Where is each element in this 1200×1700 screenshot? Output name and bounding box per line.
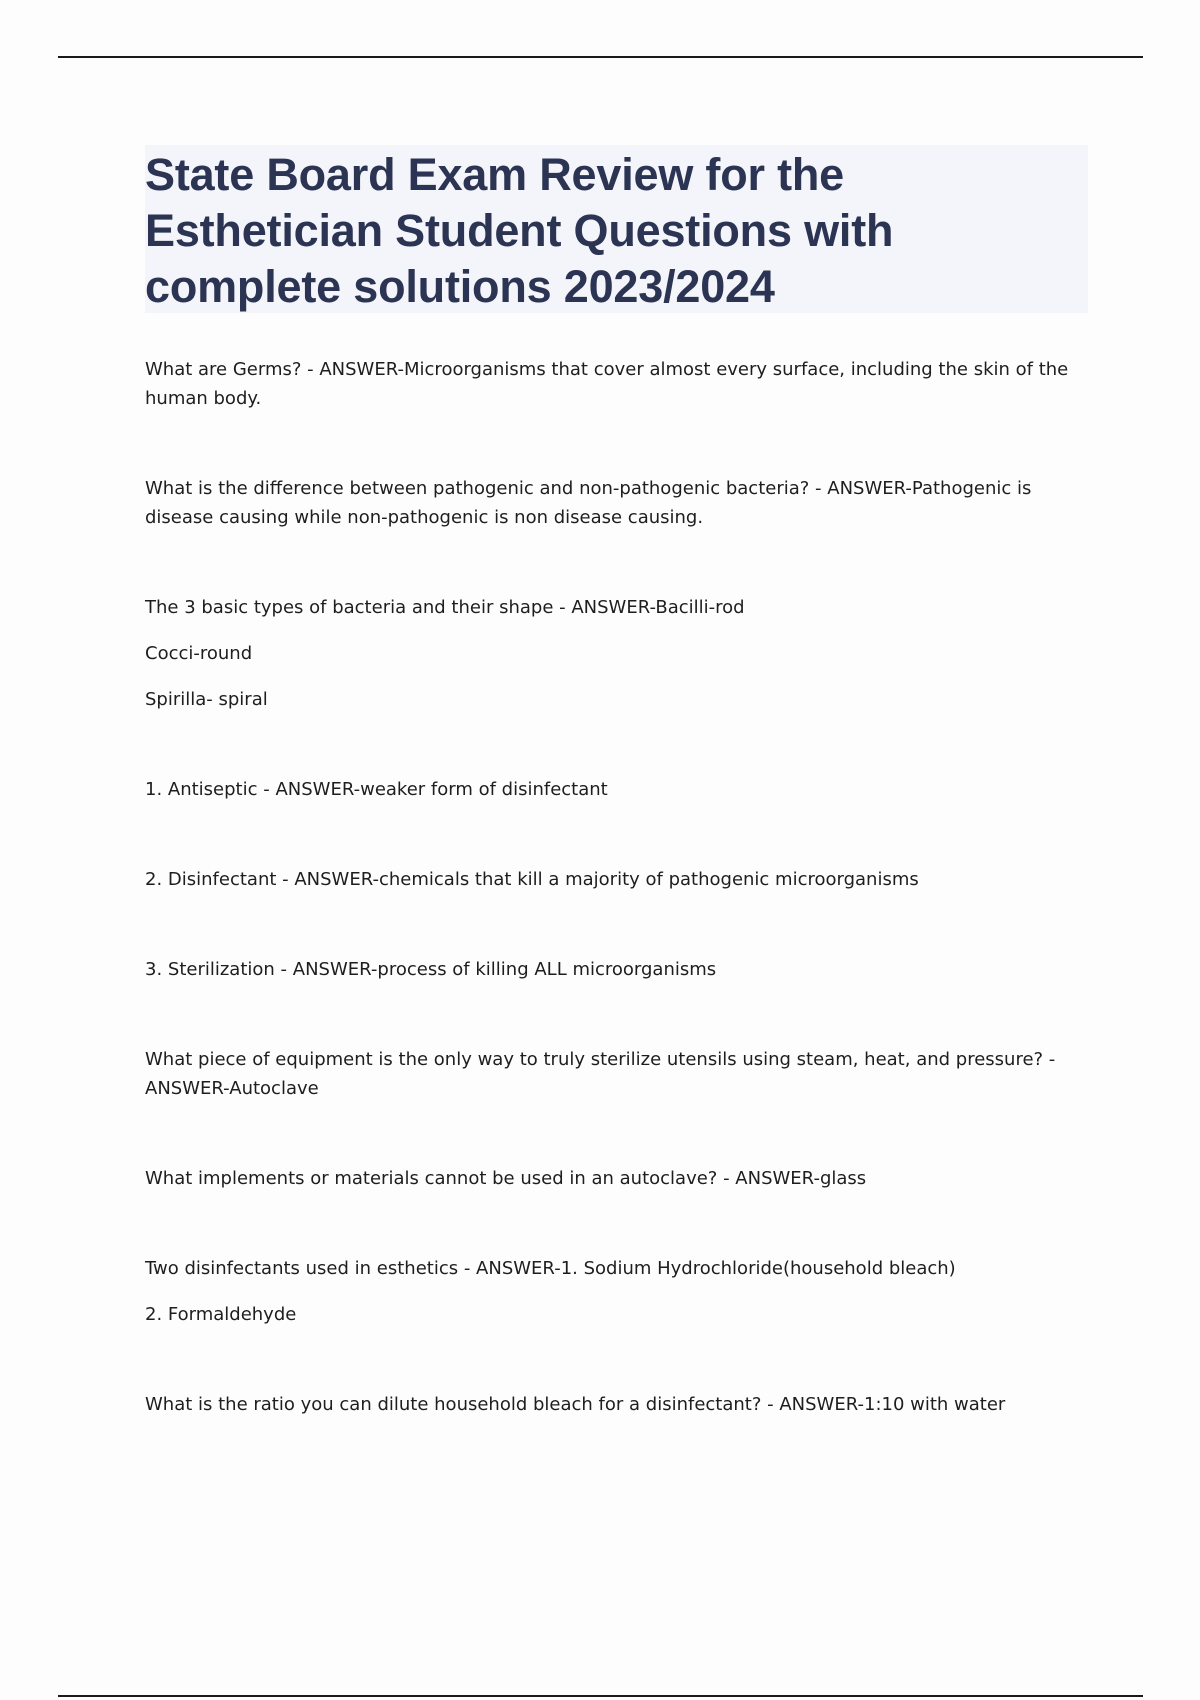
qa-list bbox=[145, 355, 1075, 1419]
qa-text: What is the ratio you can dilute household bleach for a disinfectant? - ANSWER-1:10 with water bbox=[145, 1394, 1006, 1415]
qa-text: What piece of equipment is the only way to truly sterilize utensils using steam, heat, and pressure? - ANSWER-Autoclave bbox=[145, 1049, 1056, 1099]
qa-item bbox=[145, 1164, 1075, 1193]
qa-item bbox=[145, 355, 1075, 413]
qa-text: 1. Antiseptic - ANSWER-weaker form of disinfectant bbox=[145, 779, 608, 800]
qa-item bbox=[145, 1045, 1075, 1103]
qa-text: The 3 basic types of bacteria and their shape - ANSWER-Bacilli-rod bbox=[145, 597, 745, 618]
qa-text: Two disinfectants used in esthetics - ANSWER-1. Sodium Hydrochloride(household bleach) bbox=[145, 1258, 956, 1279]
qa-text: What implements or materials cannot be used in an autoclave? - ANSWER-glass bbox=[145, 1168, 867, 1189]
qa-item bbox=[145, 1254, 1075, 1329]
bottom-divider bbox=[58, 1695, 1143, 1697]
title-banner bbox=[145, 145, 1088, 313]
qa-text: What are Germs? - ANSWER-Microorganisms that cover almost every surface, including the skin of the human body. bbox=[145, 359, 1069, 409]
qa-text: Cocci-round bbox=[145, 643, 253, 664]
qa-item bbox=[145, 1390, 1075, 1419]
qa-text: 3. Sterilization - ANSWER-process of killing ALL microorganisms bbox=[145, 959, 717, 980]
qa-item bbox=[145, 775, 1075, 804]
top-divider bbox=[58, 56, 1143, 58]
qa-item bbox=[145, 955, 1075, 984]
qa-text: What is the difference between pathogenic and non-pathogenic bacteria? - ANSWER-Pathogenic is disease causing while non-pathogenic is non disease causing. bbox=[145, 478, 1032, 528]
qa-item bbox=[145, 865, 1075, 894]
qa-text: 2. Disinfectant - ANSWER-chemicals that kill a majority of pathogenic microorganisms bbox=[145, 869, 919, 890]
qa-text: Spirilla- spiral bbox=[145, 689, 268, 710]
qa-item bbox=[145, 474, 1075, 532]
document-title: State Board Exam Review for the Esthetician Student Questions with complete solutions 2023/2024 bbox=[145, 149, 894, 312]
qa-item bbox=[145, 593, 1075, 714]
qa-text: 2. Formaldehyde bbox=[145, 1304, 297, 1325]
